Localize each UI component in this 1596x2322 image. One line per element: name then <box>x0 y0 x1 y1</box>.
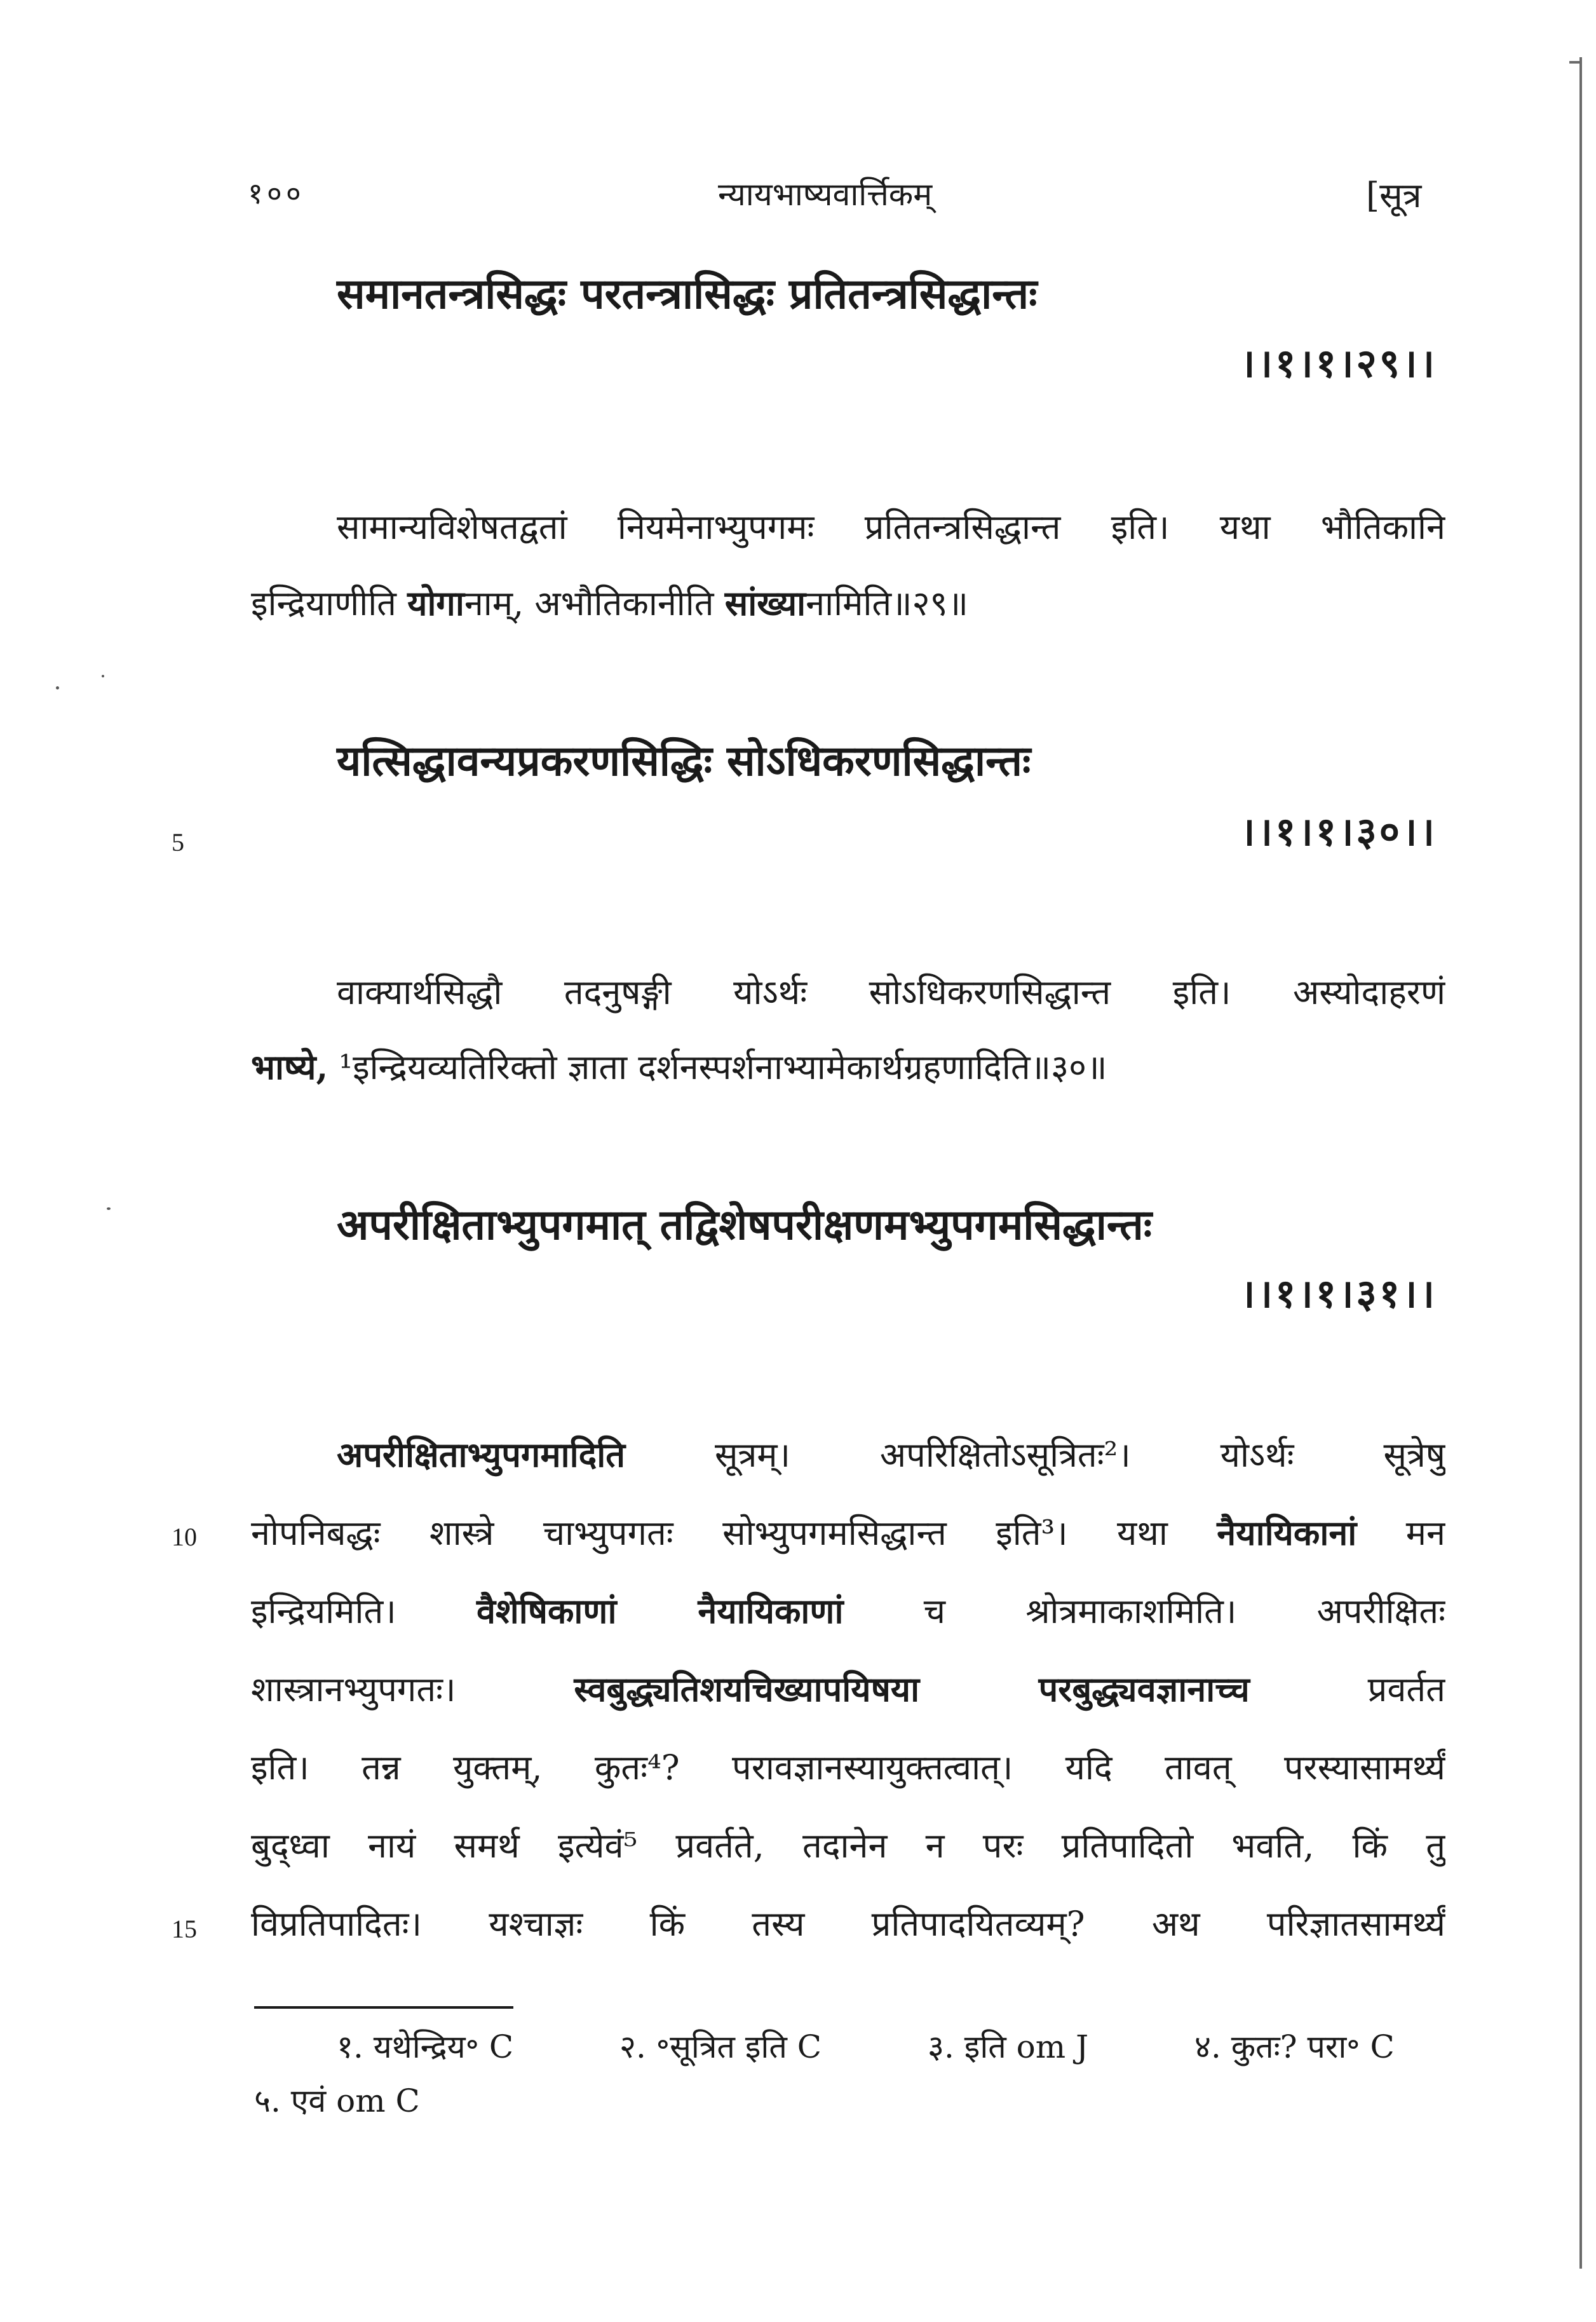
line-number-5: 5 <box>172 828 184 857</box>
page-number: १०० <box>248 176 305 210</box>
para3-line3: इन्द्रियमिति। वैशेषिकाणां नैयायिकाणां च श्रोत्रमाकाशमिति। अपरीक्षितः <box>251 1591 1445 1631</box>
running-title: न्यायभाष्यवार्त्तिकम् <box>718 176 933 213</box>
para3-line7: विप्रतिपादितः। यश्चाज्ञः किं तस्य प्रतिपादयितव्यम्? अथ परिज्ञातसामर्थ्यं <box>251 1904 1445 1944</box>
scan-speck <box>102 675 104 677</box>
page-edge-tick <box>1569 61 1581 64</box>
page-edge-line <box>1579 57 1582 2269</box>
para1-line2: इन्द्रियाणीति योगानाम्, अभौतिकानीति सांख्यानामिति॥२९॥ <box>251 583 968 623</box>
para3-line4: शास्त्रानभ्युपगतः। स्वबुद्ध्यतिशयचिख्यापयिषया परबुद्ध्यवज्ञानाच्च प्रवर्तत <box>251 1669 1445 1709</box>
section-label: [सूत्र <box>1366 175 1422 215</box>
scan-speck <box>107 1207 111 1210</box>
scan-speck <box>56 686 59 689</box>
sutra-30-number: ।।१।१।३०।। <box>1240 808 1437 855</box>
footnote-1: १. यथेन्द्रिय॰ C <box>337 2028 514 2065</box>
sutra-29-number: ।।१।१।२९।। <box>1240 340 1437 386</box>
footnote-2: २. ॰सूत्रित इति C <box>619 2028 822 2065</box>
sutra-29-text: समानतन्त्रसिद्धः परतन्त्रासिद्धः प्रतितन्त्रसिद्धान्तः <box>337 269 1038 318</box>
para3-line1: अपरीक्षिताभ्युपगमादिति सूत्रम्। अपरिक्षितोऽसूत्रितः²। योऽर्थः सूत्रेषु <box>337 1434 1445 1475</box>
footnote-3: ३. इति om J <box>928 2028 1089 2065</box>
para2-line1: वाक्यार्थसिद्धौ तदनुषङ्गी योऽर्थः सोऽधिकरणसिद्धान्त इति। अस्योदाहरणं <box>337 972 1445 1012</box>
footnote-4: ४. कुतः? परा॰ C <box>1194 2028 1395 2065</box>
sutra-31-number: ।।१।१।३१।। <box>1240 1270 1437 1317</box>
sutra-30-text: यत्सिद्धावन्यप्रकरणसिद्धिः सोऽधिकरणसिद्धान्तः <box>337 736 1031 785</box>
footnote-5: ५. एवं om C <box>254 2082 420 2119</box>
sutra-31-text: अपरीक्षिताभ्युपगमात् तद्विशेषपरीक्षणमभ्युपगमसिद्धान्तः <box>337 1200 1153 1249</box>
line-number-15: 15 <box>172 1915 197 1943</box>
para2-line2: भाष्ये, ¹इन्द्रियव्यतिरिक्तो ज्ञाता दर्शनस्पर्शनाभ्यामेकार्थग्रहणादिति॥३०॥ <box>251 1047 1107 1087</box>
para1-line1: सामान्यविशेषतद्वतां नियमेनाभ्युपगमः प्रतितन्त्रसिद्धान्त इति। यथा भौतिकानि <box>337 507 1445 547</box>
line-number-10: 10 <box>172 1523 197 1551</box>
para3-line5: इति। तन्न युक्तम्, कुतः⁴? परावज्ञानस्यायुक्तत्वात्। यदि तावत् परस्यासामर्थ्यं <box>251 1748 1445 1788</box>
para3-line2: नोपनिबद्धः शास्त्रे चाभ्युपगतः सोभ्युपगमसिद्धान्त इति³। यथा नैयायिकानां मन <box>251 1512 1445 1553</box>
para3-line6: बुद्ध्वा नायं समर्थ इत्येवं⁵ प्रवर्तते, तदानेन न परः प्रतिपादितो भवति, किं तु <box>251 1826 1445 1866</box>
footnote-rule <box>254 2006 513 2009</box>
